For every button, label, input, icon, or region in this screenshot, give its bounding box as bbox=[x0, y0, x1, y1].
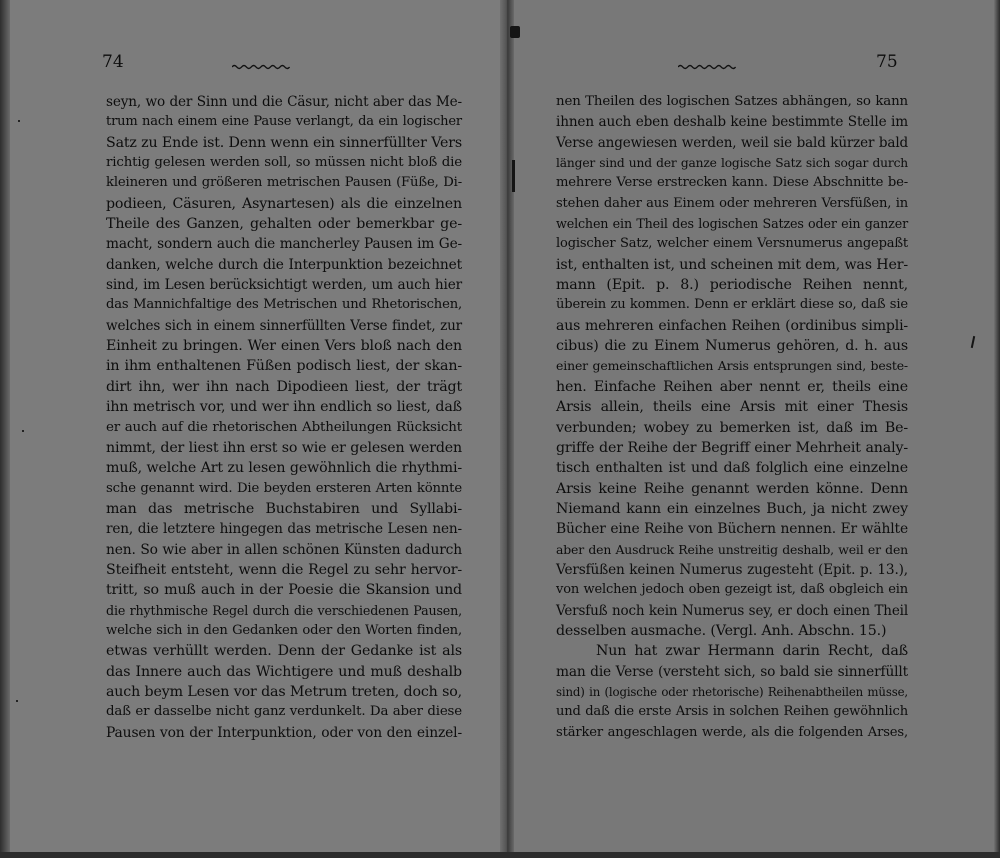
text-line: tisch enthalten ist und daß folglich eine einzelne bbox=[556, 460, 908, 477]
text-line: seyn, wo der Sinn und die Cäsur, nicht aber das Me- bbox=[106, 94, 462, 110]
text-line: desselben ausmache. (Vergl. Anh. Abschn. 15.) bbox=[556, 622, 887, 639]
text-line: richtig gelesen werden soll, so müssen nicht bloß die bbox=[106, 155, 462, 171]
text-line: kleineren und größeren metrischen Pausen (Füße, Di- bbox=[106, 175, 462, 191]
text-line: etwas verhüllt werden. Denn der Gedanke ist als bbox=[106, 643, 462, 660]
text-line: Niemand kann ein einzelnes Buch, ja nicht zwey bbox=[556, 500, 908, 517]
text-line: Arsis keine Reihe genannt werden könne. Denn bbox=[556, 480, 908, 497]
text-line: welches sich in einem sinnerfüllten Verse findet, zur bbox=[106, 317, 462, 334]
text-line: Pausen von der Interpunktion, oder von den einzel- bbox=[106, 724, 462, 741]
speck bbox=[16, 700, 18, 702]
right-page-text bbox=[556, 92, 908, 743]
text-line: Bücher eine Reihe von Büchern nennen. Er wählte bbox=[556, 521, 908, 538]
header-ornament bbox=[678, 64, 736, 70]
text-line: podieen, Cäsuren, Asynartesen) als die einzelnen bbox=[106, 195, 462, 212]
text-line: welche sich in den Gedanken oder den Worten finden, bbox=[106, 622, 462, 638]
header-ornament bbox=[232, 64, 290, 70]
text-line: er auch auf die rhetorischen Abtheilungen Rücksicht bbox=[106, 419, 462, 435]
book-gutter bbox=[500, 0, 514, 858]
text-line: sind, im Lesen berücksichtigt werden, um auch hier bbox=[106, 277, 462, 294]
text-line: nen. So wie aber in allen schönen Künsten dadurch bbox=[106, 541, 462, 558]
text-line: dirt ihn, wer ihn nach Dipodieen liest, der trägt bbox=[106, 378, 462, 395]
text-line: auch beym Lesen vor das Metrum treten, doch so, bbox=[106, 683, 462, 700]
text-line: trum nach einem eine Pause verlangt, da ein logischer bbox=[106, 114, 462, 130]
left-page-edge bbox=[0, 0, 10, 858]
bottom-page-edge bbox=[0, 852, 1000, 858]
text-line: stehen daher aus Einem oder mehreren Versfüßen, in bbox=[556, 195, 908, 211]
text-line: von welchen jedoch oben gezeigt ist, daß obgleich ein bbox=[556, 582, 908, 598]
text-line: danken, welche durch die Interpunktion bezeichnet bbox=[106, 256, 462, 273]
left-page-text bbox=[106, 92, 462, 743]
text-line: sind) in (logische oder rhetorische) Reihenabtheilen müsse, bbox=[556, 684, 908, 699]
text-line: ren, die letztere hingegen das metrische Lesen nen- bbox=[106, 521, 462, 538]
text-line: nen Theilen des logischen Satzes abhängen, so kann bbox=[556, 94, 908, 109]
text-line: logischer Satz, welcher einem Versnumerus angepaßt bbox=[556, 236, 908, 252]
text-line: das Mannichfaltige des Metrischen und Rhetorischen, bbox=[106, 297, 462, 313]
text-line: verbunden; wobey zu bemerken ist, daß im Be- bbox=[556, 419, 908, 436]
text-line: Arsis allein, theils eine Arsis mit einer Thesis bbox=[556, 399, 908, 416]
text-line: Einheit zu bringen. Wer einen Vers bloß nach den bbox=[106, 338, 462, 355]
text-line: länger sind und der ganze logische Satz sich sogar durch bbox=[556, 156, 908, 171]
text-line: ist, enthalten ist, und scheinen mit dem, was Her- bbox=[556, 256, 908, 273]
speck bbox=[22, 430, 24, 432]
text-line: aber den Ausdruck Reihe unstreitig deshalb, weil er den bbox=[556, 541, 908, 557]
text-line: das Innere auch das Wichtigere und muß deshalb bbox=[106, 663, 462, 680]
gutter-mark bbox=[510, 26, 520, 38]
text-line: nimmt, der liest ihn erst so wie er gelesen werden bbox=[106, 439, 462, 456]
text-line: Verse angewiesen werden, weil sie bald kürzer bald bbox=[556, 134, 908, 151]
text-line: sche genannt wird. Die beyden ersteren Arten könnte bbox=[106, 480, 462, 496]
text-line: Satz zu Ende ist. Denn wenn ein sinnerfüllter Vers bbox=[106, 134, 462, 151]
text-line: in ihm enthaltenen Füßen podisch liest, der skan- bbox=[106, 358, 462, 375]
speck bbox=[18, 120, 20, 122]
right-page-edge bbox=[994, 0, 1000, 858]
text-line: mehrere Verse erstrecken kann. Diese Abschnitte be- bbox=[556, 175, 908, 191]
text-line: man das metrische Buchstabiren und Syllabi- bbox=[106, 500, 462, 517]
text-line: macht, sondern auch die mancherley Pausen im Ge- bbox=[106, 236, 462, 253]
right-page-number: 75 bbox=[876, 52, 898, 72]
text-line: muß, welche Art zu lesen gewöhnlich die rhythmi- bbox=[106, 460, 462, 477]
text-line: mann (Epit. p. 8.) periodische Reihen nennt, bbox=[556, 277, 908, 294]
text-line: Steifheit entsteht, wenn die Regel zu sehr hervor- bbox=[106, 561, 462, 578]
text-line: einer gemeinschaftlichen Arsis entsprungen sind, beste- bbox=[556, 358, 908, 374]
text-line: stärker angeschlagen werde, als die folgenden Arses, bbox=[556, 724, 908, 740]
text-line: überein zu kommen. Denn er erklärt diese so, daß sie bbox=[556, 297, 908, 313]
text-line: man die Verse (versteht sich, so bald sie sinnerfüllt bbox=[556, 663, 908, 680]
text-line: welchen ein Theil des logischen Satzes oder ein ganzer bbox=[556, 216, 908, 232]
text-line: cibus) die zu Einem Numerus gehören, d. h. aus bbox=[556, 338, 908, 355]
text-line: aus mehreren einfachen Reihen (ordinibus simpli- bbox=[556, 317, 908, 334]
text-line: ihn metrisch vor, und wer ihn endlich so liest, daß bbox=[106, 399, 462, 416]
text-line: und daß die erste Arsis in solchen Reihen gewöhnlich bbox=[556, 704, 908, 720]
text-line: Theile des Ganzen, gehalten oder bemerkbar ge- bbox=[106, 216, 462, 233]
text-line: die rhythmische Regel durch die verschiedenen Pausen, bbox=[106, 602, 462, 618]
text-line: griffe der Reihe der Begriff einer Mehrheit analy- bbox=[556, 439, 908, 456]
text-line: ihnen auch eben deshalb keine bestimmte Stelle im bbox=[556, 114, 908, 131]
text-line: Versfüßen keinen Numerus zugesteht (Epit. p. 13.), bbox=[556, 561, 908, 578]
text-line: hen. Einfache Reihen aber nennt er, theils eine bbox=[556, 378, 908, 395]
text-line: daß er dasselbe nicht ganz verdunkelt. Da aber diese bbox=[106, 704, 462, 720]
text-line: tritt, so muß auch in der Poesie die Skansion und bbox=[106, 582, 462, 599]
text-line: Versfuß noch kein Numerus sey, er doch einen Theil bbox=[556, 602, 908, 619]
gutter-mark bbox=[512, 160, 515, 192]
left-page-number: 74 bbox=[102, 52, 124, 72]
text-line: Nun hat zwar Hermann darin Recht, daß bbox=[596, 643, 908, 660]
